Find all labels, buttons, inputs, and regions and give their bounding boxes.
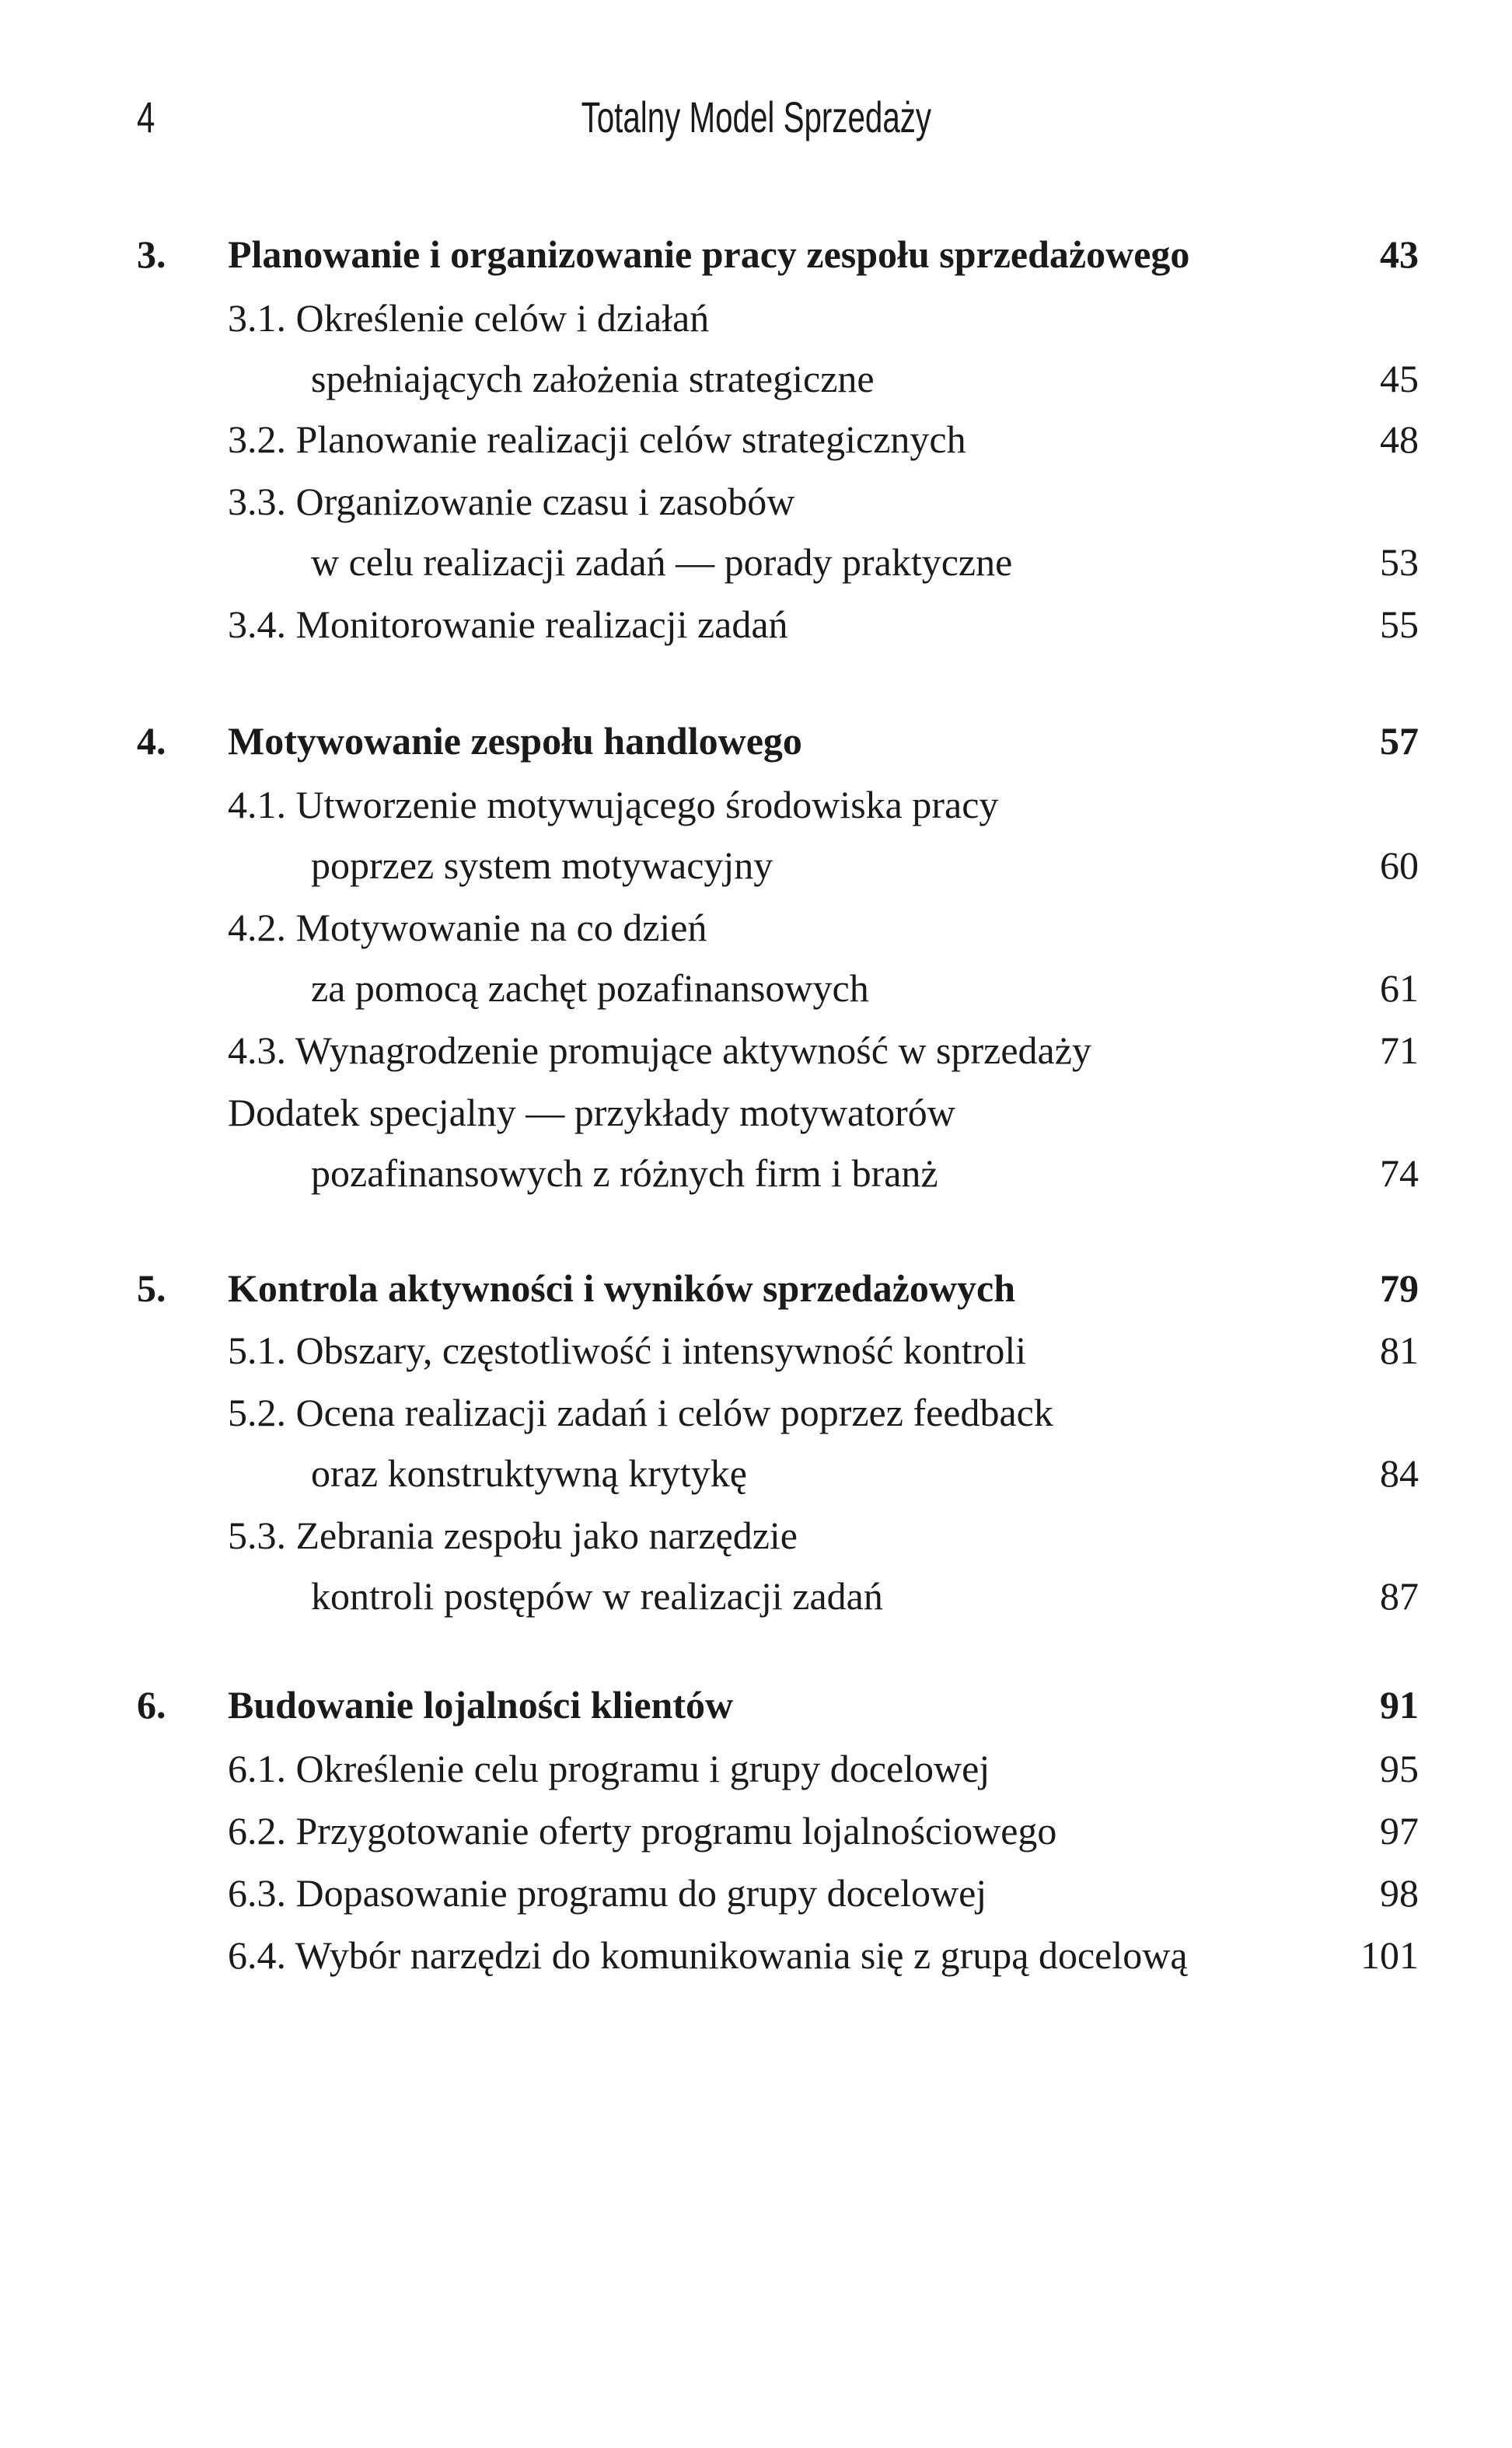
toc-line <box>0 961 1512 1015</box>
section-page: 61 <box>1380 966 1419 1010</box>
section-page: 71 <box>1380 1028 1419 1072</box>
section-title: 6.2. Przygotowanie oferty programu lojalnościowego <box>228 1809 1057 1853</box>
section-title-continued: za pomocą zachęt pozafinansowych <box>311 966 869 1010</box>
section-title-continued: spełniających założenia strategiczne <box>311 357 875 400</box>
toc-line <box>0 1866 1512 1920</box>
section-title: Dodatek specjalny — przykłady motywatorów <box>228 1091 955 1134</box>
chapter-page: 91 <box>1380 1683 1419 1727</box>
section-title: 5.2. Ocena realizacji zadań i celów poprzez feedback <box>228 1391 1053 1434</box>
chapter-number: 3. <box>137 232 166 276</box>
section-title: 5.3. Zebrania zespołu jako narzędzie <box>228 1514 798 1557</box>
toc-line <box>0 1804 1512 1858</box>
toc-line <box>0 1323 1512 1378</box>
chapter-title: Budowanie lojalności klientów <box>228 1683 734 1727</box>
section-title: 3.4. Monitorowanie realizacji zadań <box>228 602 788 646</box>
toc-line <box>0 1741 1512 1796</box>
chapter-page: 43 <box>1380 232 1419 276</box>
toc-line <box>0 1508 1512 1563</box>
section-page: 98 <box>1380 1871 1419 1915</box>
toc-line <box>0 1569 1512 1623</box>
section-title-continued: oraz konstruktywną krytykę <box>311 1451 747 1495</box>
section-title: 3.2. Planowanie realizacji celów strategicznych <box>228 417 966 461</box>
section-title: 6.1. Określenie celu programu i grupy docelowej <box>228 1747 990 1790</box>
toc-line <box>0 1928 1512 1982</box>
chapter-title: Motywowanie zespołu handlowego <box>228 719 802 763</box>
chapter-page: 79 <box>1380 1266 1419 1310</box>
section-page: 87 <box>1380 1574 1419 1618</box>
toc-line <box>0 351 1512 406</box>
chapter-heading <box>0 1261 1512 1315</box>
toc-line <box>0 474 1512 529</box>
section-page: 74 <box>1380 1151 1419 1195</box>
toc-line <box>0 900 1512 955</box>
section-page: 55 <box>1380 602 1419 646</box>
chapter-number: 6. <box>137 1683 166 1727</box>
section-title: 6.4. Wybór narzędzi do komunikowania się z grupą docelową <box>228 1933 1188 1977</box>
section-page: 60 <box>1380 843 1419 887</box>
section-title-continued: poprzez system motywacyjny <box>311 843 773 887</box>
section-title: 4.1. Utworzenie motywującego środowiska pracy <box>228 783 999 826</box>
toc-line <box>0 291 1512 345</box>
running-title: Totalny Model Sprzedaży <box>581 93 931 141</box>
toc-line <box>0 597 1512 651</box>
section-title: 3.3. Organizowanie czasu i zasobów <box>228 480 795 523</box>
section-title: 5.1. Obszary, częstotliwość i intensywność kontroli <box>228 1329 1027 1372</box>
chapter-number: 4. <box>137 719 166 763</box>
chapter-heading <box>0 1678 1512 1732</box>
section-title-continued: w celu realizacji zadań — porady praktyczne <box>311 540 1013 584</box>
toc-line <box>0 1023 1512 1077</box>
section-title: 6.3. Dopasowanie programu do grupy docelowej <box>228 1871 987 1915</box>
section-title: 4.2. Motywowanie na co dzień <box>228 906 707 949</box>
toc-line <box>0 535 1512 589</box>
section-page: 95 <box>1380 1747 1419 1790</box>
chapter-heading <box>0 227 1512 281</box>
section-page: 45 <box>1380 357 1419 400</box>
chapter-heading <box>0 714 1512 768</box>
chapter-title: Kontrola aktywności i wyników sprzedażowych <box>228 1266 1016 1310</box>
section-page: 53 <box>1380 540 1419 584</box>
chapter-page: 57 <box>1380 719 1419 763</box>
section-title: 4.3. Wynagrodzenie promujące aktywność w sprzedaży <box>228 1028 1091 1072</box>
section-page: 84 <box>1380 1451 1419 1495</box>
toc-line <box>0 777 1512 832</box>
chapter-number: 5. <box>137 1266 166 1310</box>
toc-line <box>0 412 1512 466</box>
section-page: 101 <box>1360 1933 1419 1977</box>
toc-line <box>0 1146 1512 1200</box>
section-title-continued: kontroli postępów w realizacji zadań <box>311 1574 883 1618</box>
section-title: 3.1. Określenie celów i działań <box>228 296 710 340</box>
page-number: 4 <box>137 93 155 141</box>
chapter-title: Planowanie i organizowanie pracy zespołu sprzedażowego <box>228 232 1190 276</box>
toc-line <box>0 1446 1512 1500</box>
section-page: 97 <box>1380 1809 1419 1853</box>
section-page: 48 <box>1380 417 1419 461</box>
toc-line <box>0 1385 1512 1440</box>
page-header <box>0 92 1512 154</box>
toc-line <box>0 1085 1512 1140</box>
section-title-continued: pozafinansowych z różnych firm i branż <box>311 1151 938 1195</box>
toc-line <box>0 838 1512 892</box>
section-page: 81 <box>1380 1329 1419 1372</box>
